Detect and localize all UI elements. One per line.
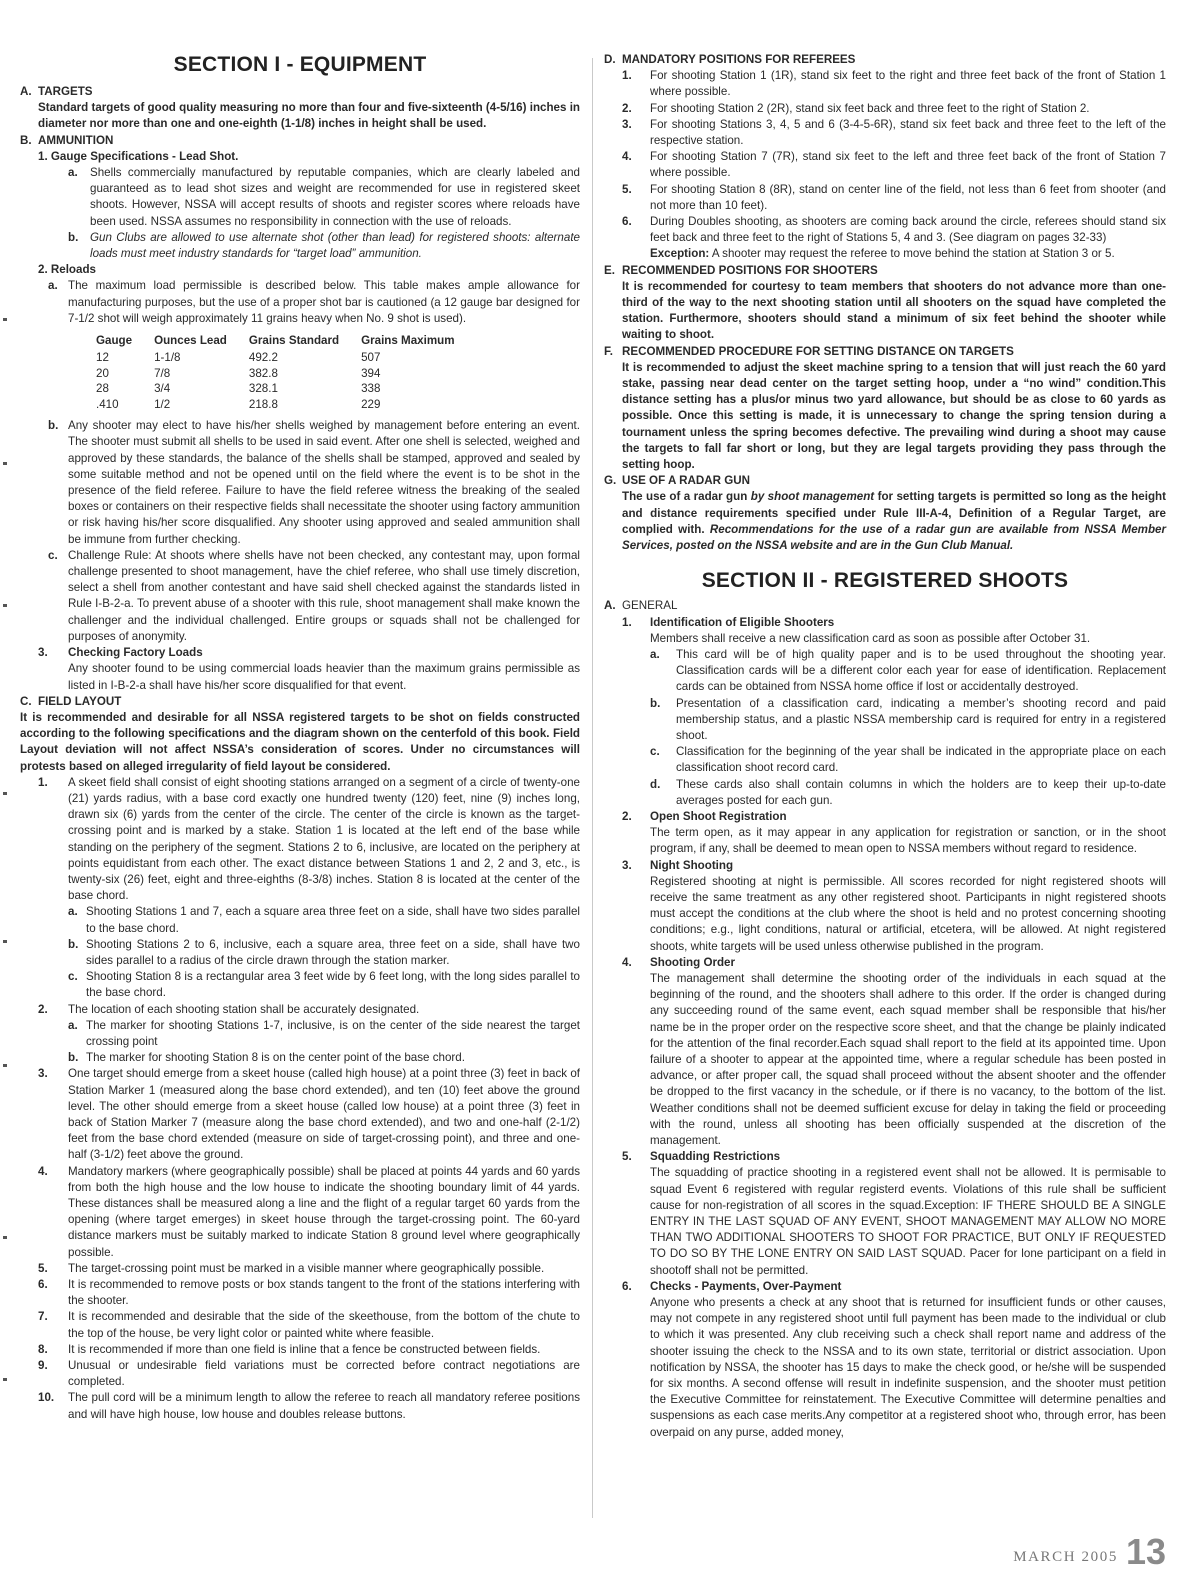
table-cell: .410: [96, 397, 119, 411]
list-item: a. The marker for shooting Stations 1-7, inclusive, is on the center of the side nearest the target crossing point: [68, 1018, 580, 1048]
edge-mark: [3, 462, 7, 465]
list-item: a. The maximum load permissible is described below. This table makes ample allowance for manufacturing purposes, but the use of a proper shot bar is cautioned (a 12 gauge bar designed for 7-1/2 shot will weigh approximately 11 grains heavy when No. 9 shot is used).: [48, 279, 580, 325]
table-header: Grains Maximum: [361, 334, 455, 348]
subheading: 2. Open Shoot Registration: [622, 809, 787, 823]
table-header: Gauge: [96, 334, 133, 348]
list-item: c. Shooting Station 8 is a rectangular area 3 feet wide by 6 feet long, with the long sides parallel to the base chord.: [68, 970, 580, 1000]
list-item: b. Presentation of a classification card, indicating a member’s shooting record and paid membership status, and a plastic NSSA membership card is required for entry in a registered shoot.: [650, 696, 1166, 742]
table-cell: 20: [96, 366, 109, 380]
right-column: [604, 52, 1166, 1441]
table-cell: 492.2: [248, 351, 278, 365]
edge-mark: [3, 604, 7, 607]
checking-factory-loads-text: Any shooter found to be using commercial loads heavier than the maximum grains permissible as listed in I-B-2-a shall have his/her score disqualified for that event.: [68, 662, 580, 692]
list-item: b. Any shooter may elect to have his/her shells weighed by management before entering an event. The shooter must submit all shells to be used in said event. After one shell is selected, weighed and approved by these standards, the balance of the shells shall be stamped, approved and sealed by some suitable method and not be opened until on the field where the event is to be shot in the presence of the field referee. Failure to have the field referee witness the breaking of the sealed boxes or containers on their respective fields shall necessitate the shooter using factory ammunition or risk having his/her score disqualified. Any shooter using approved and sealed ammunition shall be immune from further checking.: [48, 419, 580, 546]
paragraph: The term open, as it may appear in any application for registration or sanction, or in the shoot program, if any, shall be deemed to mean open to NSSA members without regard to residence.: [650, 826, 1166, 856]
list-item: 7. It is recommended and desirable that the side of the skeethouse, from the bottom of the chute to the top of the house, be very light color or painted white where feasible.: [38, 1310, 580, 1340]
subheading: 3. Night Shooting: [622, 858, 734, 872]
paragraph: Registered shooting at night is permissible. All scores recorded for night registered shoots will receive the same treatment as any other registered shoot. Participants in night registered shoots must accept the conditions at the club where the shoot is held and no protest concerning shooting conditions; e.g., light conditions, natural or artificial, etcetera, will be allowed. At night registered shoots, white targets will be used unless otherwise published in the program.: [650, 874, 1166, 953]
table-cell: 507: [361, 351, 381, 365]
section-title: SECTION II - REGISTERED SHOOTS: [701, 569, 1069, 593]
list-item: b. Gun Clubs are allowed to use alternate shot (other than lead) for registered shoots: alternate loads must meet industry standards for “target load” ammunition.: [68, 230, 580, 261]
table-cell: 394: [361, 366, 381, 380]
heading-field-layout: C. FIELD LAYOUT: [20, 694, 122, 708]
subheading: 1. Identification of Eligible Shooters: [622, 615, 835, 629]
checking-factory-loads-heading: 3. Checking Factory Loads: [38, 646, 203, 660]
list-item: a. Shells commercially manufactured by reputable companies, which are clearly labeled and guaranteed as to lead shot sizes and weight are recommended for use in registered skeet shoots. However, NSSA will accept results of shoots and register scores where reloads have been used. NSSA assumes no responsibility in connection with the use of reloads.: [68, 166, 580, 228]
page-number: 13: [1125, 1531, 1166, 1572]
paragraph: The squadding of practice shooting in a registered event shall not be allowed. It is permisable to squad Event 6 registered with regular registerd events. Violations of this rule shall be sufficient cause for non-registration of all scores in the squad.Exception: IF THERE SHOULD BE A SINGLE ENTRY IN THE LAST SQUAD OF ANY EVENT, SHOOT MANAGEMENT MAY ALLOW NO MORE THAN TWO ADDITIONAL SHOOTERS TO SHOOT FOR PRACTICE, BUT ONLY IF REQUESTED TO DO SO BY THE LONE ENTRY ON SAID LAST SQUAD. Pacer for lone participant on a field in shootoff shall not be permitted.: [650, 1166, 1166, 1277]
edge-mark: [3, 940, 7, 943]
left-column: [20, 52, 580, 1423]
edge-mark: [3, 1378, 7, 1381]
table-cell: 7/8: [154, 366, 171, 380]
edge-mark: [3, 792, 7, 795]
list-item: b. The marker for shooting Station 8 is on the center point of the base chord.: [68, 1051, 465, 1065]
list-item: c. Classification for the beginning of the year shall be indicated in the appropriate place on each classification shoot record card.: [650, 745, 1166, 775]
table-row: [96, 350, 477, 366]
list-item: 10. The pull cord will be a minimum length to allow the referee to reach all mandatory referee positions and will have high house, low house and doubles release buttons.: [38, 1391, 580, 1421]
table-cell: 1/2: [154, 397, 171, 411]
list-item: 3. One target should emerge from a skeet house (called high house) at a point three (3) feet in back of Station Marker 1 (measured along the base chord extended), and ten (10) feet above the ground level. The other should emerge from a skeet house (called low house) at a point three (3) feet in back of Station Marker 7 (measure along the base chord extended), and two and one-half (2-1/2) feet from the base chord extended (measure on side of target-crossing point), and three and one-half (3-1/2) feet above the ground.: [38, 1067, 580, 1162]
edge-mark: [3, 318, 7, 321]
radar-gun-text: The use of a radar gun by shoot management for setting targets is permitted so long as the height and distance requirements specified under Rule III-A-4, Definition of a Regular Target, are complied with. Recommendations for the use of a radar gun are available from NSSA Member Services, posted on the NSSA website and are in the Gun Club Manual.: [622, 490, 1166, 553]
table-row: [96, 397, 477, 413]
list-item: c. Challenge Rule: At shoots where shells have not been checked, any contestant may, upon formal challenge presented to shoot management, have the chief referee, who shall use timely discretion, select a shell from another contestant and have said shell checked against the standards listed in Rule I-B-2-a. To prevent abuse of a shooter with this rule, shoot management shall make known the challenger and the individual challenged. Entire groups or squads shall not be challenged for purposes of anonymity.: [48, 548, 580, 643]
section-title: SECTION I - EQUIPMENT: [173, 53, 427, 76]
table-cell: 328.1: [248, 382, 278, 396]
subheading: 4. Shooting Order: [622, 955, 736, 969]
gauge-spec-heading: 1. Gauge Specifications - Lead Shot.: [38, 149, 239, 163]
list-item: 3. For shooting Stations 3, 4, 5 and 6 (3-4-5-6R), stand six feet back and three feet to the left of the respective station.: [622, 117, 1166, 148]
exception-note: Exception: A shooter may request the referee to move behind the station at Station 3 or 5.: [650, 247, 1115, 261]
heading-referee-positions: D. MANDATORY POSITIONS FOR REFEREES: [604, 53, 856, 66]
table-cell: 229: [361, 397, 381, 411]
list-item: 8. It is recommended if more than one field is inline that a fence be constructed between fields.: [38, 1342, 541, 1356]
reloads-heading: 2. Reloads: [38, 263, 96, 277]
list-item: b. Shooting Stations 2 to 6, inclusive, each a square area, three feet on a side, shall have two sides parallel to a radius of the circle drawn through the station marker.: [68, 937, 580, 967]
edge-mark: [3, 1236, 7, 1239]
heading-shooter-positions: E. RECOMMENDED POSITIONS FOR SHOOTERS: [604, 263, 878, 277]
heading-ammunition: B. AMMUNITION: [20, 133, 114, 147]
issue-date: MARCH 2005: [1013, 1549, 1118, 1565]
shooter-positions-text: It is recommended for courtesy to team members that shooters do not advance more than one-third of the way to the next shooting station until all shooters on the squad have completed the station. Furthermore, shooters should stand a minimum of six feet behind the shooter while waiting to shoot.: [622, 279, 1166, 342]
table-header-row: [96, 333, 477, 350]
column-divider: [592, 58, 593, 1518]
list-item: 9. Unusual or undesirable field variations must be corrected before contract negotiations are completed.: [38, 1359, 580, 1389]
list-item: 2. For shooting Station 2 (2R), stand six feet back and three feet to the right of Station 2.: [622, 101, 1090, 115]
subheading: 5. Squadding Restrictions: [622, 1150, 781, 1164]
list-item: a. This card will be of high quality paper and is to be used throughout the shooting year. Classification cards will be a different color each year for ease of identification. Replacement cards can be obtained from NSSA home office if lost or accidentally destroyed.: [650, 647, 1166, 694]
paragraph: Anyone who presents a check at any shoot that is returned for insufficient funds or other causes, may not compete in any registered shoot until full payment has been made to the individual or club to which it was presented. Any club receiving such a check shall report name and address of the shooter issuing the check to the NSSA and to its own state, territorial or district association. Upon notification by NSSA, the shooter has 15 days to make the check good, or he/she will be suspended for six months. A second offense will result in indefinite suspension, and the shooter must petition the Executive Committee for reinstatement. The Executive Committee will determine penalties and suspensions as each case merits.Any competitor at a registered shoot who, through error, has been overpaid on any purse, added money,: [650, 1296, 1166, 1439]
table-cell: 218.8: [248, 397, 278, 411]
paragraph: Members shall receive a new classification card as soon as possible after October 31.: [650, 631, 1091, 645]
reload-table: [96, 333, 477, 412]
setting-distance-text: It is recommended to adjust the skeet machine spring to a tension that will just reach the 60 yard stake, passing near dead center on the target setting hoop, under a “no wind” condition.This distance setting has a plus/or minus two yard allowance, but should be as close to 60 yards as possible. Once this setting is made, it is unnecessary to change the spring tension during a tournament unless the spring becomes defective. The prevailing wind during a shoot may cause the targets to fall far short or long, but they are legal targets providing they pass through the setting hoop.: [622, 360, 1166, 472]
table-cell: 12: [96, 351, 109, 365]
page-footer: [1013, 1531, 1166, 1572]
heading-general: A. GENERAL: [604, 599, 678, 613]
table-cell: 338: [361, 382, 381, 396]
list-item: 5. For shooting Station 8 (8R), stand on center line of the field, not less than 6 feet from shooter (and not more than 10 feet).: [622, 182, 1166, 212]
table-cell: 1-1/8: [154, 351, 181, 365]
list-item: 1. A skeet field shall consist of eight shooting stations arranged on a segment of a circle of twenty-one (21) yards radius, with a base cord exactly one hundred twenty (120) feet, nine (9) inches long, drawn six (6) yards from the center of the circle. The center of the circle is known as the target-crossing point and is marked by a stake. Station 1 is located at the left end of the base while standing on the periphery of the segment. Stations 2 to 6, inclusive, are located on the periphery at points equidistant from each other. The exact distance between Stations 1 and 2, 2 and 3, etc., is twenty-six (26) feet, eight and three-eighths (8-3/8) inches. Station 8 is located at the center of the base chord.: [38, 775, 580, 903]
list-item: 6. During Doubles shooting, as shooters are coming back around the circle, referees should stand six feet back and three feet to the right of Stations 5, 4 and 3. (See diagram on pages 32-33): [622, 215, 1166, 245]
list-item: 4. Mandatory markers (where geographically possible) shall be placed at points 44 yards and 60 yards from both the high house and the low house to indicate the shooting boundary limit of 44 yards. These distances shall be measured along a line and the flight of a regular target 60 yards from the opening (where target emerges) in skeet house through the target-crossing point. The 60-yard distance markers must be suitably marked to indicate Station 8 ground level where geographically possible.: [38, 1164, 580, 1259]
edge-mark: [3, 1064, 7, 1067]
list-item: 1. For shooting Station 1 (1R), stand six feet to the right and three feet back of the front of Station 1 where possible.: [622, 69, 1166, 99]
list-item: 5. The target-crossing point must be marked in a visible manner where geographically possible.: [38, 1261, 545, 1275]
subheading: 6. Checks - Payments, Over-Payment: [622, 1279, 842, 1293]
heading-targets: A. TARGETS: [20, 85, 93, 98]
targets-text: Standard targets of good quality measuring no more than four and five-sixteenth (4-5/16) inches in diameter nor more than one and one-eighth (1-1/8) inches in height shall be used.: [38, 101, 580, 131]
table-row: [96, 366, 477, 382]
table-cell: 28: [96, 382, 109, 396]
table-header: Ounces Lead: [154, 334, 227, 348]
heading-radar-gun: G. USE OF A RADAR GUN: [604, 474, 750, 488]
list-item: 2. The location of each shooting station shall be accurately designated.: [38, 1002, 420, 1016]
list-item: a. Shooting Stations 1 and 7, each a square area three feet on a side, shall have two sides parallel to the base chord.: [68, 905, 580, 935]
list-item: d. These cards also shall contain columns in which the holders are to keep their up-to-date averages posted for each gun.: [650, 777, 1166, 807]
table-cell: 382.8: [248, 366, 278, 380]
table-cell: 3/4: [154, 382, 171, 396]
list-item: 6. It is recommended to remove posts or box stands tangent to the front of the stations interfering with the shooter.: [38, 1278, 580, 1308]
paragraph: The management shall determine the shooting order of the individuals in each squad at the beginning of the round, and the shooters shall adhere to this order. If the order is changed during any succeeding round of the same event, each squad member shall be responsible that his/her name be in the proper order on the respective score sheet, and that the change be plainly indicated for the attention of the final recorder.Each squad shall report to the field at its appointed time. Upon failure of a shooter to appear at the appointed time, where a regular schedule has been posted in advance, or after proper call, the squad shall proceed without the absent shooter and the offender be dropped to the first vacancy in the schedule, or if there is no vacancy, to the bottom of the list. Weather conditions shall not be deemed sufficient excuse for delay in taking the field or proceeding with the round, unless all shooting has been officially suspended at the discretion of the management.: [650, 971, 1166, 1147]
table-row: [96, 381, 477, 397]
table-header: Grains Standard: [248, 334, 340, 348]
heading-setting-distance: F. RECOMMENDED PROCEDURE FOR SETTING DISTANCE ON TARGETS: [604, 344, 1014, 358]
field-layout-intro: It is recommended and desirable for all NSSA registered targets to be shot on fields constructed according to the following specifications and the diagram shown on the centerfold of this book. Field Layout deviation will not affect NSSA’s consideration of scores. Under no circumstances will protests based on alleged irregularity of field layout be considered.: [20, 710, 580, 773]
list-item: 4. For shooting Station 7 (7R), stand six feet to the left and three feet back of the front of Station 7 where possible.: [622, 150, 1166, 180]
